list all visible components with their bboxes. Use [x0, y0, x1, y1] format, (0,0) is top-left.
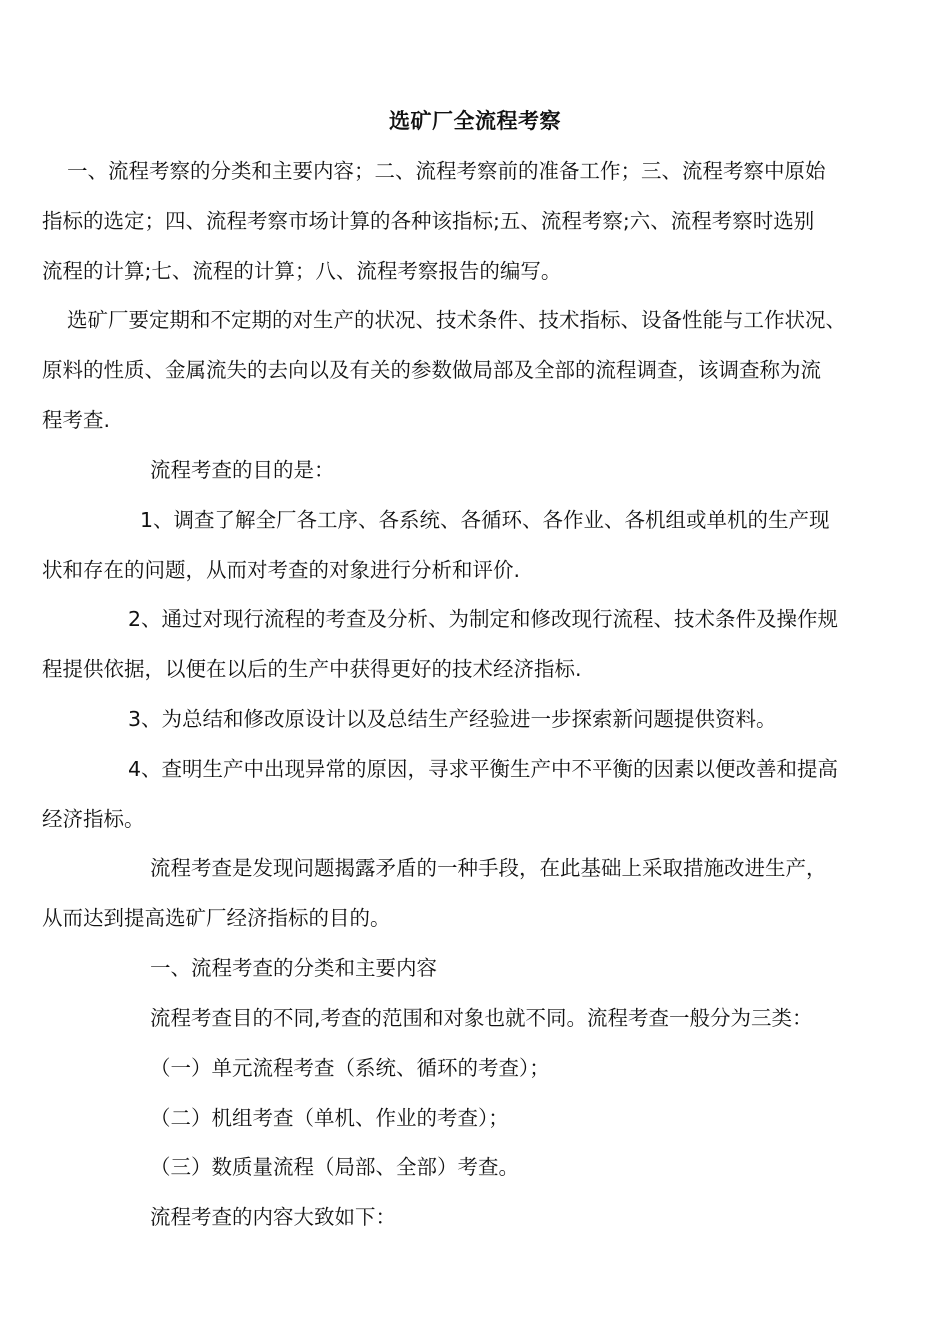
paragraph-line: 一、流程考察的分类和主要内容；二、流程考察前的准备工作；三、流程考察中原始	[67, 159, 826, 183]
paragraph-line: 流程考查目的不同,考查的范围和对象也就不同。流程考查一般分为三类：	[150, 1006, 813, 1030]
section-heading: 流程考查的目的是：	[150, 458, 335, 482]
list-item-line: （一）单元流程考查（系统、循环的考查）；	[150, 1056, 550, 1080]
list-item-line: （二）机组考查（单机、作业的考查）；	[150, 1106, 509, 1130]
paragraph-line: 流程考查是发现问题揭露矛盾的一种手段，在此基础上采取措施改进生产，	[150, 856, 827, 880]
paragraph-line: 从而达到提高选矿厂经济指标的目的。	[42, 906, 391, 930]
paragraph-line: 原料的性质、金属流失的去向以及有关的参数做局部及全部的流程调查，该调查称为流	[42, 358, 821, 382]
list-item-line: 状和存在的问题，从而对考查的对象进行分析和评价.	[42, 558, 521, 582]
paragraph-line: 流程考查的内容大致如下：	[150, 1205, 396, 1229]
paragraph-line: 程考查.	[42, 408, 111, 432]
document-title: 选矿厂全流程考察	[389, 109, 561, 133]
list-item-line: 经济指标。	[42, 807, 145, 831]
list-item-line: （三）数质量流程（局部、全部）考查。	[150, 1155, 519, 1179]
list-item-line: 2、通过对现行流程的考查及分析、为制定和修改现行流程、技术条件及操作规	[128, 607, 839, 631]
paragraph-line: 选矿厂要定期和不定期的对生产的状况、技术条件、技术指标、设备性能与工作状况、	[67, 308, 846, 332]
list-item-line: 1、调查了解全厂各工序、各系统、各循环、各作业、各机组或单机的生产现	[140, 508, 830, 532]
list-item-line: 4、查明生产中出现异常的原因，寻求平衡生产中不平衡的因素以便改善和提高	[128, 757, 839, 781]
list-item-line: 3、为总结和修改原设计以及总结生产经验进一步探索新问题提供资料。	[128, 707, 777, 731]
section-heading: 一、流程考查的分类和主要内容	[150, 956, 437, 980]
list-item-line: 程提供依据，以便在以后的生产中获得更好的技术经济指标.	[42, 657, 582, 681]
paragraph-line: 流程的计算;七、流程的计算；八、流程考察报告的编写。	[42, 259, 562, 283]
paragraph-line: 指标的选定；四、流程考察市场计算的各种该指标;五、流程考察;六、流程考察时选别	[42, 209, 815, 233]
